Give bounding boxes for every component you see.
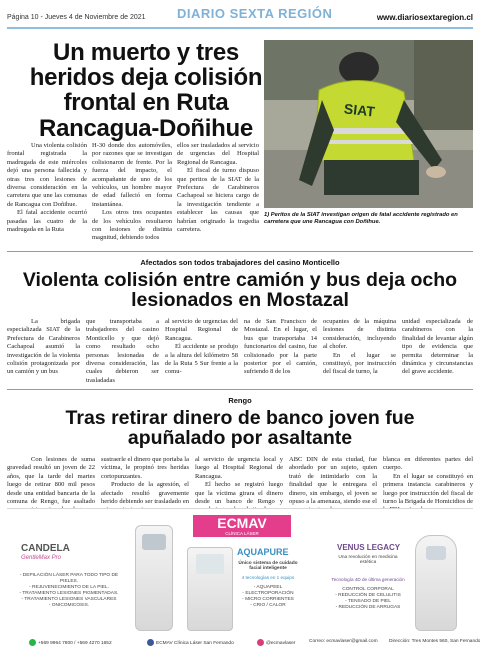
list-item: - TENSADO DE PIEL	[345, 599, 391, 604]
article2-column-5	[323, 318, 396, 377]
aquapure-logo: AQUAPURE	[237, 547, 289, 557]
article3-column-1	[7, 456, 95, 515]
venus-description: Una revolución en medicina estética	[338, 555, 398, 565]
article1-paragraph: Los otros tres ocupantes de los vehículos resultaron con lesiones de distinta magnitud, debiendo todos	[92, 209, 172, 242]
article1-column-2	[92, 142, 172, 243]
article3-paragraph: ABC DIN de esta ciudad, fue abordado por un sujeto, quien trató de intimidarlo con la finalidad que le entregara el dinero, sin embargo, el joven se opuso a la amenaza, siendo ese el	[289, 456, 377, 506]
article3-paragraph: El hecho se registró luego que la víctima girara el dinero desde un banco de Rengo y	[195, 481, 283, 506]
facebook-icon	[147, 639, 154, 646]
section-divider	[7, 251, 473, 252]
article1-headline: Un muerto y tres heridos deja colisión frontal en Ruta Rancagua-Doñihue	[29, 39, 263, 142]
instagram-contact[interactable]	[257, 639, 295, 646]
ecmav-logo: ECMAV	[193, 515, 291, 537]
machine-screen	[142, 534, 166, 550]
list-item: - DEPILACIÓN LÁSER PARA TODO TIPO DE PIELES.	[19, 573, 119, 584]
article2-column-3	[165, 318, 238, 377]
laser-machine-image	[135, 525, 173, 631]
article2-paragraph: ocupantes de la máquina lesiones de distinta consideración, incluyendo al chofer.	[323, 318, 396, 351]
siat-officer-image	[264, 40, 473, 208]
header-divider	[7, 27, 473, 29]
article3-column-2	[101, 456, 189, 515]
list-item: - REJUVENECIMIENTO DE LA PIEL.	[29, 585, 109, 590]
facebook-text: ECMAV Clínica Láser San Fernando	[156, 641, 234, 646]
venus-machine-image	[415, 535, 457, 631]
article3-paragraph: blanca en diferentes partes del cuerpo.	[383, 456, 473, 472]
article2-kicker: Afectados son todos trabajadores del casino Monticello	[140, 258, 340, 267]
article3-column-5	[383, 456, 473, 515]
article3-paragraph: al servicio de urgencia local y luego al Hospital Regional de Rancagua.	[195, 456, 283, 480]
article2-column-4	[244, 318, 317, 377]
article2-paragraph: La brigada especializada SIAT de la Prefectura de Carabineros Cachapoal asumió la investigación de la violenta colisión protagonizada por un camión y un bus	[7, 318, 80, 376]
article1-paragraph: H-30 donde dos automóviles, por razones que se investigan colisionaron de frente. Por la fuerza del impacto, el acompañante de uno de los vehículos, un hombre mayor de edad falleció en forma instantánea.	[92, 142, 172, 208]
article3-paragraph: Con lesiones de suma gravedad resultó un joven de 22 años, que la tarde del martes luego de retirar 800 mil pesos desde una entidad bancaria de la comuna de Rengo, fue asaltado	[7, 456, 95, 506]
list-item: - ELECTROPORACIÓN	[242, 591, 294, 596]
article3-paragraph: sustraerle el dinero que portaba la víctima, le propinó tres heridas cortopunzantes.	[101, 456, 189, 480]
list-item: - AQUAPEEL	[253, 585, 283, 590]
article2-paragraph: unidad especializada de carabineros con la finalidad de levantar algún tipo de evidencia que permita determinar la dinámica y circunstancias del grave accidente.	[402, 318, 473, 376]
article1-column-3	[177, 142, 259, 234]
article3-column-4	[289, 456, 377, 515]
list-item: CONTROL CORPORAL	[342, 587, 394, 592]
email-contact[interactable]: Correo: ecmavlaser@gmail.com	[309, 639, 378, 644]
phone-text: +569 9964 7800 / +569 4270 1652	[38, 641, 112, 646]
product1-treatments	[13, 573, 125, 609]
article2-column-1	[7, 318, 80, 377]
gentlemax-label: GentleMax Pro	[21, 555, 62, 561]
article1-paragraph: ellos ser trasladados al servicio de urgencias del Hospital Regional de Rancagua.	[177, 142, 259, 166]
ad-contact-bar	[7, 637, 480, 649]
machine-screen	[426, 546, 446, 560]
whatsapp-icon	[29, 639, 36, 646]
ecmav-logo-subtitle: CLÍNICA LÁSER	[225, 531, 259, 536]
article1-column-1	[7, 142, 87, 234]
list-item: - CRIO / CALOR	[250, 603, 286, 608]
photo-caption: 1) Peritos de la SIAT investigan origen de fatal accidente registrado en carretera que une Rancagua con Doñihue.	[264, 212, 458, 226]
article2-paragraph: En el lugar se constituyó, por instrucción del fiscal de turno, la	[323, 351, 396, 376]
accident-photo	[264, 40, 473, 208]
product3-treatments	[333, 587, 403, 611]
list-item: - REDUCCIÓN DE ARRUGAS	[335, 605, 401, 610]
article2-paragraph: al servicio de urgencias del Hospital Regional de Rancagua.	[165, 318, 238, 342]
product2-treatments	[237, 585, 299, 609]
article2-paragraph: que transportaba a trabajadores del casino Monticello y que dejó como resultado ocho personas lesionadas de diversa consideración, las cuales debieron ser trasladadas	[86, 318, 159, 384]
article1-paragraph: El fatal accidente ocurrió pasadas las cuatro de la madrugada en la Ruta	[7, 209, 87, 234]
article3-paragraph: En el lugar se constituyó en primera instancia carabineros y luego por instrucción del fiscal de turno la Brigada de Homicidios de	[383, 472, 473, 506]
machine-screen	[196, 554, 224, 574]
instagram-text: @ecmavlaser	[266, 641, 296, 646]
article2-paragraph: na de San Francisco de Mostazal. En el lugar, el bus que transportaba 14 funcionarios del casino, fue colisionado por la parte posterior por el camión, sufriendo 8 de los	[244, 318, 317, 376]
newspaper-title: DIARIO SEXTA REGIÓN	[177, 6, 333, 21]
article2-headline: Violenta colisión entre camión y bus deja ocho lesionados en Mostazal	[22, 269, 458, 312]
article3-headline: Tras retirar dinero de banco joven fue apuñalado por asaltante	[65, 407, 415, 450]
clinic-advertisement[interactable]	[7, 508, 480, 655]
page-header	[7, 6, 473, 34]
address-text: Dirección: Tres Montes 560, San Fernando	[389, 639, 480, 644]
article2-column-2	[86, 318, 159, 385]
aquapure-description: Único sistema de cuidado facial inteligente	[238, 561, 298, 571]
facebook-contact[interactable]	[147, 639, 234, 646]
list-item: - TRATAMIENTO LESIONES PIGMENTADAS.	[19, 591, 119, 596]
phone-contact[interactable]	[29, 639, 112, 646]
aquapure-tech: 4 tecnologías en 1 equipo	[241, 575, 295, 580]
article3-column-3	[195, 456, 283, 515]
page-info: Página 10 - Jueves 4 de Noviembre de 2021	[7, 14, 146, 21]
article1-paragraph: El fiscal de turno dispuso que peritos de la SIAT de la Prefectura de Carabineros Cachapoal se hiciera cargo de la investigación tendiente a establecer las causas que habrían originado la tragedia carretera.	[177, 167, 259, 234]
article2-paragraph: El accidente se produjo a la altura del kilómetro 58 de la Ruta 5 Sur frente a la comu-	[165, 343, 238, 376]
venus-tech: Tecnología 4D de última generación	[331, 577, 405, 582]
venus-legacy-logo: VENUS LEGACY	[337, 543, 401, 552]
aquapure-machine-image	[187, 547, 233, 631]
website-link[interactable]: www.diariosextaregion.cl	[376, 13, 473, 22]
article2-column-6	[402, 318, 473, 377]
list-item: - MICRO CORRIENTES	[242, 597, 294, 602]
article3-kicker: Rengo	[228, 396, 252, 405]
list-item: - REDUCCIÓN DE CELULITIS	[335, 593, 401, 598]
article1-paragraph: Una violenta colisión frontal registrada la madrugada de este miércoles dejó una persona fallecida y otras tres con lesiones de diversa consideración en la carretera que une las comunas de Rancagua con Doñihue.	[7, 142, 87, 208]
list-item: - TRATAMIENTO LESIONES VASCULARES	[21, 597, 117, 602]
instagram-icon	[257, 639, 264, 646]
candela-logo	[21, 543, 70, 554]
article3-paragraph: Producto de la agresión, el afectado resultó gravemente herido debiendo ser trasladado en	[101, 481, 189, 506]
vest-label: SIAT	[343, 100, 376, 120]
candela-logo-text: CANDELA	[21, 543, 70, 554]
list-item: - ONICOMICOSIS.	[48, 603, 90, 608]
section-divider	[7, 389, 473, 390]
